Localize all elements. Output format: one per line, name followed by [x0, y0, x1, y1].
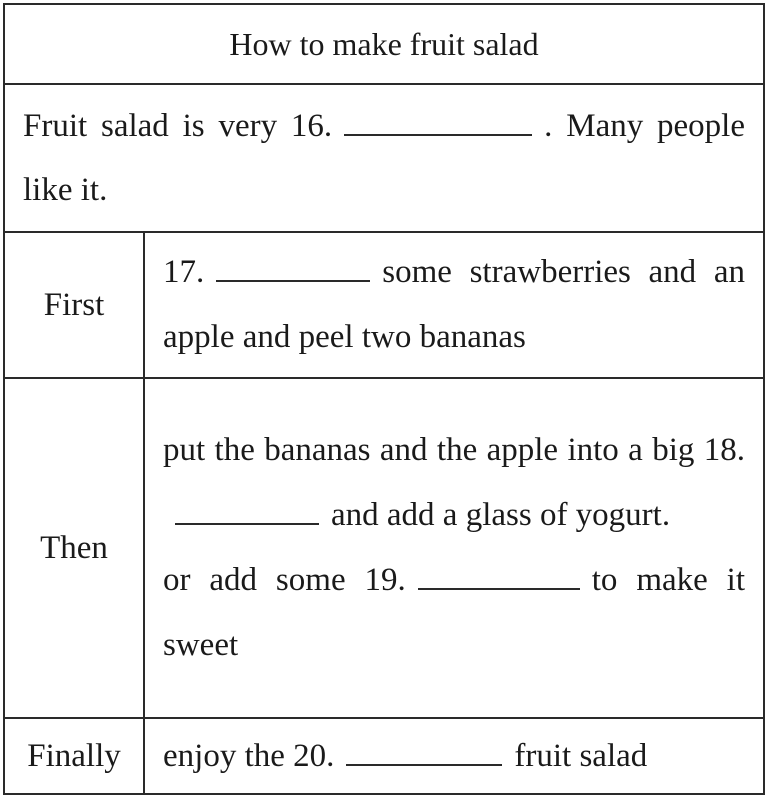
step-content-finally [144, 718, 764, 794]
then-text-b-after: to make it sweet [163, 562, 746, 663]
blank-18[interactable] [175, 523, 319, 525]
finally-text-before: enjoy the 20. [163, 737, 335, 774]
step-label-finally: Finally [4, 718, 144, 794]
blank-19[interactable] [418, 588, 580, 590]
intro-text-before: Fruit salad is very 16. [23, 108, 333, 144]
then-text-a: put the bananas and the apple into a big 18. [163, 432, 745, 468]
blank-17[interactable] [216, 280, 370, 282]
intro-cell [4, 84, 764, 232]
step-content-then [144, 378, 764, 718]
then-text-b-before: or add some 19. [163, 562, 406, 598]
blank-20[interactable] [346, 764, 502, 766]
first-text-after: some strawberries and an apple and peel two bananas [163, 254, 745, 355]
table-title: How to make fruit salad [4, 4, 764, 84]
step-label-then: Then [4, 378, 144, 718]
finally-text-after: fruit salad [514, 737, 648, 774]
step-label-first: First [4, 232, 144, 378]
fruit-salad-table [3, 3, 765, 795]
then-text-a-after: and add a glass of yogurt. [331, 497, 671, 533]
intro-text-after: . Many people like it. [23, 108, 745, 208]
step-content-first [144, 232, 764, 378]
first-text-before: 17. [163, 254, 205, 290]
blank-16[interactable] [344, 134, 532, 136]
